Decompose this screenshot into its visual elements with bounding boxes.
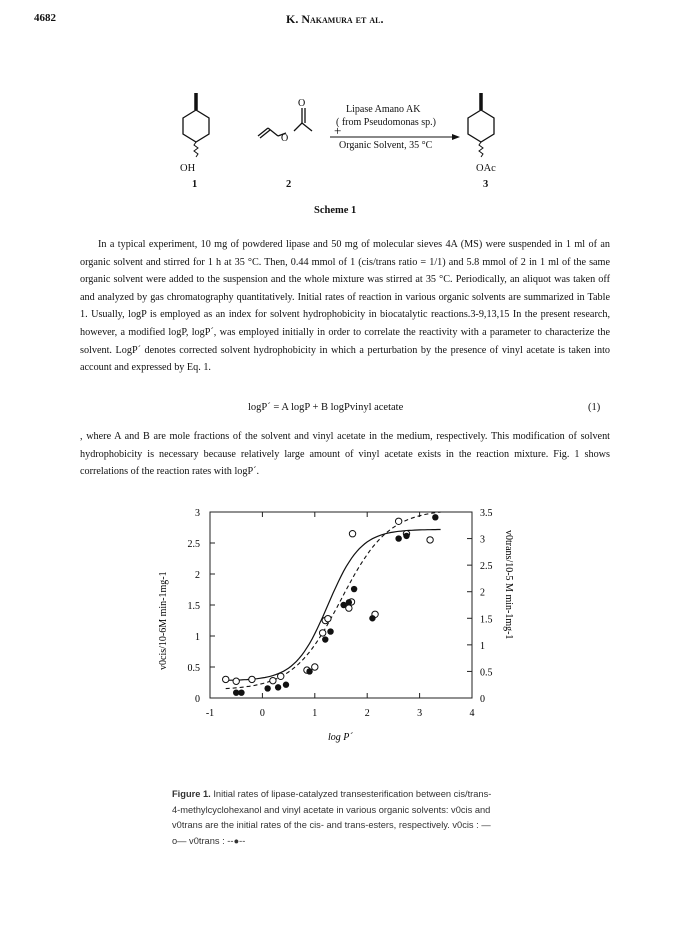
running-head-authors: K. Nakamura et al. [286, 12, 384, 26]
trans-data-point [351, 586, 357, 592]
right-tick-label: 2.5 [480, 561, 493, 573]
trans-data-point [275, 684, 281, 690]
trans-data-point [238, 689, 244, 695]
trans-data-point [395, 535, 401, 541]
left-axis-label: v0cis/10-6M min-1mg-1 [158, 571, 169, 670]
trans-data-point [306, 668, 312, 674]
x-tick-label: 2 [364, 708, 370, 719]
cis-data-point [319, 630, 325, 636]
right-tick-label: 1.5 [480, 614, 493, 626]
cis-data-point [278, 673, 284, 679]
right-axis-label: v0trans/10-5 M min-1mg-1 [503, 530, 514, 640]
compound-3-group: OAc [476, 163, 496, 174]
plus-sign: + [334, 123, 342, 138]
right-tick-label: 0 [480, 694, 485, 705]
cis-data-point [427, 537, 433, 543]
page-number: 4682 [34, 12, 56, 24]
figure-1-caption [172, 787, 492, 849]
x-tick-label: 3 [417, 708, 423, 719]
reagent-enzyme: Lipase Amano AK [346, 104, 421, 115]
trans-data-point [327, 628, 333, 634]
trans-data-point [346, 599, 352, 605]
scheme-caption: Scheme 1 [314, 205, 357, 216]
cis-data-point [249, 676, 255, 682]
equation-number: (1) [588, 402, 601, 413]
trans-data-point [264, 685, 270, 691]
left-tick-label: 2 [195, 570, 200, 581]
ester-oxygen-label: O [281, 133, 289, 144]
trans-trend-curve [226, 512, 441, 689]
figure-1-chart [150, 500, 530, 750]
cis-trend-curve [226, 530, 441, 681]
carbonyl-oxygen-label: O [298, 98, 306, 109]
trans-data-point [369, 615, 375, 621]
trans-data-point [283, 682, 289, 688]
cis-data-point [395, 518, 401, 524]
compound-3-number: 3 [483, 179, 489, 190]
compound-2-number: 2 [286, 179, 292, 190]
figure-caption-text: Initial rates of lipase-catalyzed transesterification between cis/trans-4-methylcyclohexanol and vinyl acetate in various organic solvents: v0cis and v0trans are the initial rates of the cis- and trans-esters, respectively. v0cis : —o— v0trans : --●-- [172, 789, 492, 846]
left-tick-label: 2.5 [187, 539, 200, 550]
right-tick-label: 3 [480, 534, 485, 546]
figure-caption-label: Figure 1. [172, 789, 211, 799]
reagent-source: ( from Pseudomonas sp.) [336, 117, 436, 128]
right-tick-label: 1 [480, 640, 485, 652]
paragraph-1-text: In a typical experiment, 10 mg of powdered lipase and 50 mg of molecular sieves 4A (MS) were suspended in 1 ml of an organic solvent and stirred for 1 h at 35 °C. Then, 0.44 mmol of 1 (cis/trans ratio = 1/1) and 5.8 mmol of 2 in 1 ml of the same organic solvent were added to the suspension and the whole mixture was stirred at 35 °C. Periodically, an aliquot was taken off and analyzed by gas chromatography quantitatively. Initial rates of reaction in various organic solvents are summarized in Table 1. Usually, logP is employed as an index for solvent hydrophobicity in biocatalytic reactions.3-9,13,15 In the present research, however, a modified logP, logP´, was employed initially in order to correlate the reactivity with a parameter to characterize the solvent. LogP´ denotes corrected solvent hydrophobicity in which a perturbation by the presence of vinyl acetate is taken into account and expressed by Eq. 1. [80, 239, 610, 374]
paragraph-experimental [80, 236, 610, 377]
cis-data-point [312, 664, 318, 670]
left-tick-label: 1 [195, 632, 200, 643]
left-tick-label: 0.5 [187, 663, 200, 674]
right-tick-label: 3.5 [480, 508, 493, 519]
compound-1-group: OH [180, 163, 196, 174]
x-tick-label: 4 [469, 708, 475, 719]
cis-data-point [349, 531, 355, 537]
trans-data-point [322, 636, 328, 642]
paragraph-2-text: , where A and B are mole fractions of the solvent and vinyl acetate in the medium, respectively. This modification of solvent hydrophobicity is necessary because relatively large amount of vinyl acetate exists in the reaction mixture. Fig. 1 shows correlations of the reaction rates with logP´. [80, 431, 610, 478]
compound-1-structure [183, 93, 209, 157]
chart-ticks [188, 508, 493, 719]
x-tick-label: -1 [205, 708, 215, 719]
cis-data-point [325, 615, 331, 621]
compound-3-structure [468, 93, 494, 157]
x-tick-label: 0 [259, 708, 265, 719]
chart-points [223, 514, 439, 696]
x-axis-label: log P´ [328, 732, 353, 743]
trans-data-point [403, 533, 409, 539]
right-tick-label: 2 [480, 587, 485, 599]
left-tick-label: 0 [195, 694, 200, 705]
left-tick-label: 3 [195, 508, 200, 519]
compound-1-number: 1 [192, 179, 198, 190]
left-tick-label: 1.5 [187, 601, 200, 612]
cis-data-point [270, 677, 276, 683]
equation-1: logP´ = A logP + B logPvinyl acetate [248, 402, 404, 413]
right-tick-label: 0.5 [480, 667, 493, 679]
trans-data-point [432, 514, 438, 520]
cis-data-point [233, 678, 239, 684]
chart-trend-curves [226, 512, 441, 689]
paragraph-correlation [80, 428, 610, 481]
cis-data-point [223, 676, 229, 682]
reaction-conditions: Organic Solvent, 35 °C [339, 140, 433, 151]
x-tick-label: 1 [312, 708, 318, 719]
